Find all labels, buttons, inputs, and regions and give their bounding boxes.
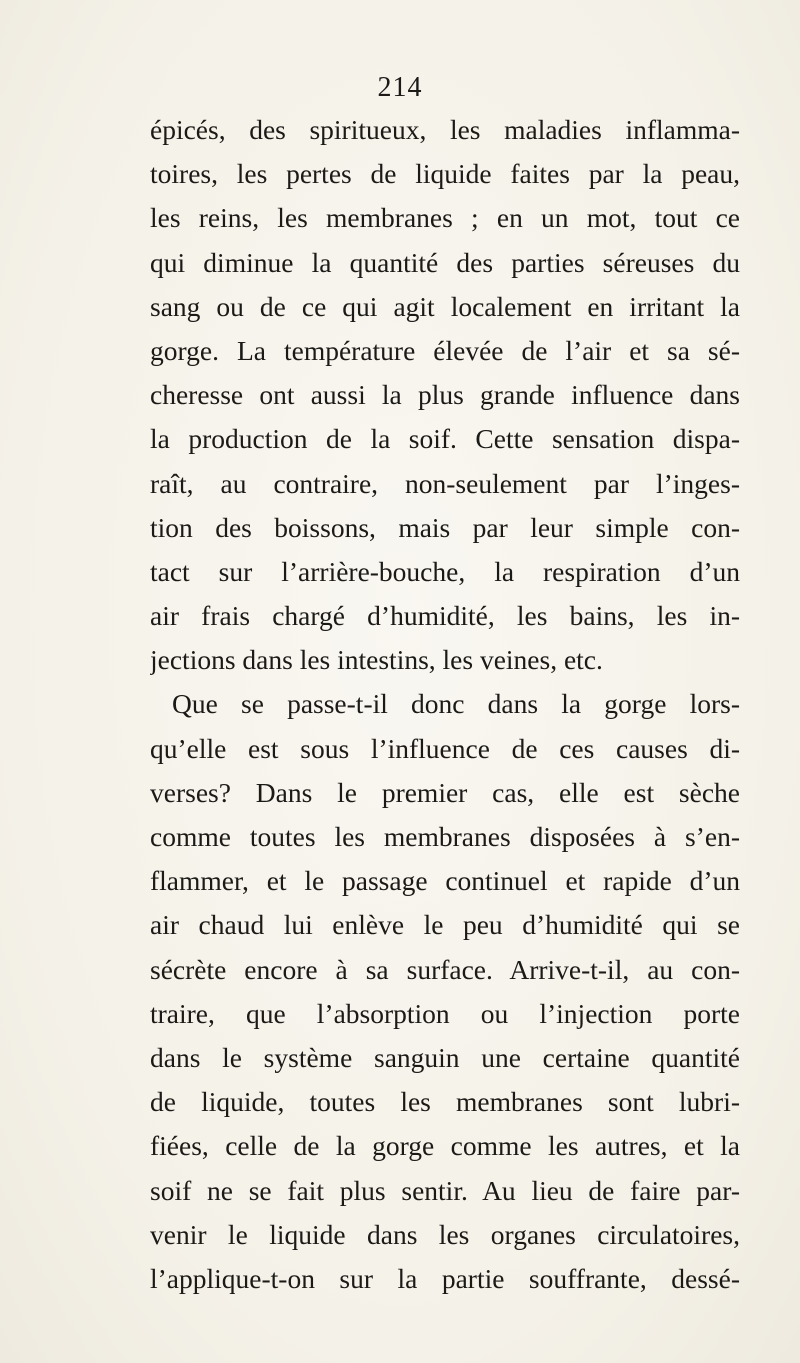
text-line: sécrète encore à sa surface. Arrive-t-il, au con- <box>150 953 740 985</box>
text-line: tion des boissons, mais par leur simple con- <box>150 511 740 543</box>
text-line: air chaud lui enlève le peu d’humidité qui se <box>150 909 740 941</box>
text-line: air frais chargé d’humidité, les bains, les in- <box>150 600 740 632</box>
text-line: cheresse ont aussi la plus grande influence dans <box>150 379 740 411</box>
text-line: traire, que l’absorption ou l’injection porte <box>150 997 740 1029</box>
paragraph-start-line: Que se passe-t-il donc dans la gorge lors- <box>172 688 740 720</box>
text-line: les reins, les membranes ; en un mot, tout ce <box>150 202 740 234</box>
text-line: épicés, des spiritueux, les maladies inflamma- <box>150 114 740 145</box>
text-line: comme toutes les membranes disposées à s’en- <box>150 821 740 852</box>
text-line: qui diminue la quantité des parties séreuses du <box>150 246 740 278</box>
text-line: soif ne se fait plus sentir. Au lieu de faire par- <box>150 1174 740 1206</box>
text-line: toires, les pertes de liquide faites par la peau, <box>150 158 740 190</box>
body-text <box>150 108 740 1301</box>
text-line: sang ou de ce qui agit localement en irritant la <box>150 290 740 322</box>
page-number: 214 <box>377 72 423 103</box>
text-line: fiées, celle de la gorge comme les autres, et la <box>150 1130 740 1162</box>
text-line: qu’elle est sous l’influence de ces causes di- <box>150 732 740 764</box>
text-line: l’applique-t-on sur la partie souffrante, dessé- <box>150 1262 740 1294</box>
text-line: jections dans les intestins, les veines, etc. <box>150 644 603 676</box>
text-line: de liquide, toutes les membranes sont lubri- <box>150 1086 740 1118</box>
text-line: gorge. La température élevée de l’air et sa sé- <box>150 334 740 366</box>
text-line: raît, au contraire, non-seulement par l’inges- <box>150 467 740 499</box>
text-line: dans le système sanguin une certaine quantité <box>150 1041 740 1073</box>
text-line: flammer, et le passage continuel et rapide d’un <box>150 865 740 897</box>
text-line: verses? Dans le premier cas, elle est sèche <box>150 776 740 808</box>
text-line: la production de la soif. Cette sensation dispa- <box>150 423 740 455</box>
text-line: venir le liquide dans les organes circulatoires, <box>150 1218 740 1250</box>
text-line: tact sur l’arrière-bouche, la respiration d’un <box>150 555 740 587</box>
